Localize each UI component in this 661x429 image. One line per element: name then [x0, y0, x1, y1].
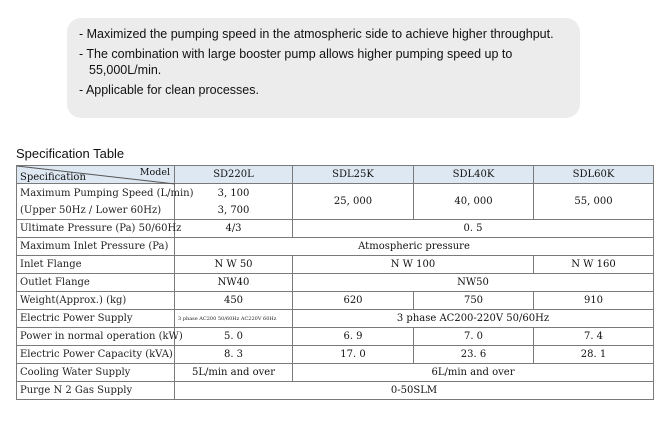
- feature-item: - Applicable for clean processes.: [79, 83, 259, 97]
- max-speed-label-line2: (Upper 50Hz / Lower 60Hz): [20, 204, 162, 216]
- section-title: Specification Table: [16, 146, 125, 161]
- weight-label: Weight(Approx.) (kg): [17, 292, 175, 310]
- power-supply-others: 3 phase AC200‐220V 50/60Hz: [293, 310, 654, 328]
- max-speed-sd220l-lower: 3, 700: [217, 204, 250, 216]
- table-row: [17, 184, 654, 220]
- outlet-flange-label: Outlet Flange: [17, 274, 175, 292]
- max-speed-label-line1: Maximum Pumping Speed (L/min): [20, 187, 194, 199]
- cooling-water-label: Cooling Water Supply: [17, 364, 175, 382]
- max-speed-label: [17, 184, 194, 220]
- table-row: [17, 274, 654, 292]
- power-supply-label: Electric Power Supply: [17, 310, 175, 328]
- power-normal-sd220l: 5. 0: [175, 328, 293, 346]
- power-normal-label: Power in normal operation (kW): [17, 328, 175, 346]
- ultimate-pressure-sd220l: 4/3: [175, 220, 293, 238]
- outlet-flange-sd220l: NW40: [175, 274, 293, 292]
- table-row: [17, 346, 654, 364]
- power-capacity-sdl25k: 17. 0: [293, 346, 414, 364]
- table-row: [17, 256, 654, 274]
- inlet-flange-sdl60k: N W 160: [534, 256, 654, 274]
- table-row: [17, 310, 654, 328]
- table-row: [17, 292, 654, 310]
- weight-sdl25k: 620: [293, 292, 414, 310]
- model-sdl60k: SDL60K: [534, 166, 654, 184]
- purge-gas-label: Purge N 2 Gas Supply: [17, 382, 175, 400]
- outlet-flange-others: NW50: [293, 274, 654, 292]
- feature-item: - Maximized the pumping speed in the atmospheric side to achieve higher throughput.: [79, 27, 554, 41]
- purge-gas-value: 0‐50SLM: [175, 382, 654, 400]
- power-capacity-label: Electric Power Capacity (kVA): [17, 346, 175, 364]
- power-normal-sdl60k: 7. 4: [534, 328, 654, 346]
- model-sdl40k: SDL40K: [414, 166, 534, 184]
- weight-sdl60k: 910: [534, 292, 654, 310]
- table-row: [17, 382, 654, 400]
- table-row: [17, 364, 654, 382]
- power-capacity-sdl40k: 23. 6: [414, 346, 534, 364]
- features-panel: [67, 18, 580, 118]
- weight-sd220l: 450: [175, 292, 293, 310]
- table-row: [17, 220, 654, 238]
- cooling-water-sd220l: 5L/min and over: [175, 364, 293, 382]
- inlet-flange-label: Inlet Flange: [17, 256, 175, 274]
- max-inlet-pressure-value: Atmospheric pressure: [175, 238, 654, 256]
- ultimate-pressure-others: 0. 5: [293, 220, 654, 238]
- feature-item: - The combination with large booster pump allows higher pumping speed up to 55,000L/min.: [79, 47, 513, 77]
- max-speed-sdl25k: 25, 000: [293, 184, 414, 220]
- max-inlet-pressure-label: Maximum Inlet Pressure (Pa): [17, 238, 175, 256]
- max-speed-sdl60k: 55, 000: [534, 184, 654, 220]
- inlet-flange-sd220l: N W 50: [175, 256, 293, 274]
- weight-sdl40k: 750: [414, 292, 534, 310]
- power-supply-sd220l: 3 phase AC200 50/60Hz AC220V 60Hz: [175, 310, 293, 328]
- max-speed-sdl40k: 40, 000: [414, 184, 534, 220]
- power-normal-sdl40k: 7. 0: [414, 328, 534, 346]
- header-corner-cell: [17, 166, 175, 184]
- table-row: [17, 238, 654, 256]
- cooling-water-others: 6L/min and over: [293, 364, 654, 382]
- model-sd220l: SD220L: [175, 166, 293, 184]
- table-header-row: [17, 166, 654, 184]
- power-capacity-sdl60k: 28. 1: [534, 346, 654, 364]
- power-capacity-sd220l: 8. 3: [175, 346, 293, 364]
- table-row: [17, 328, 654, 346]
- specification-table: [16, 165, 654, 400]
- inlet-flange-sdl25-40: N W 100: [293, 256, 534, 274]
- model-label: Model: [139, 167, 170, 178]
- ultimate-pressure-label: Ultimate Pressure (Pa) 50/60Hz: [17, 220, 175, 238]
- specification-label: Specification: [20, 172, 86, 183]
- model-sdl25k: SDL25K: [293, 166, 414, 184]
- power-normal-sdl25k: 6. 9: [293, 328, 414, 346]
- max-speed-sd220l-upper: 3, 100: [217, 187, 250, 199]
